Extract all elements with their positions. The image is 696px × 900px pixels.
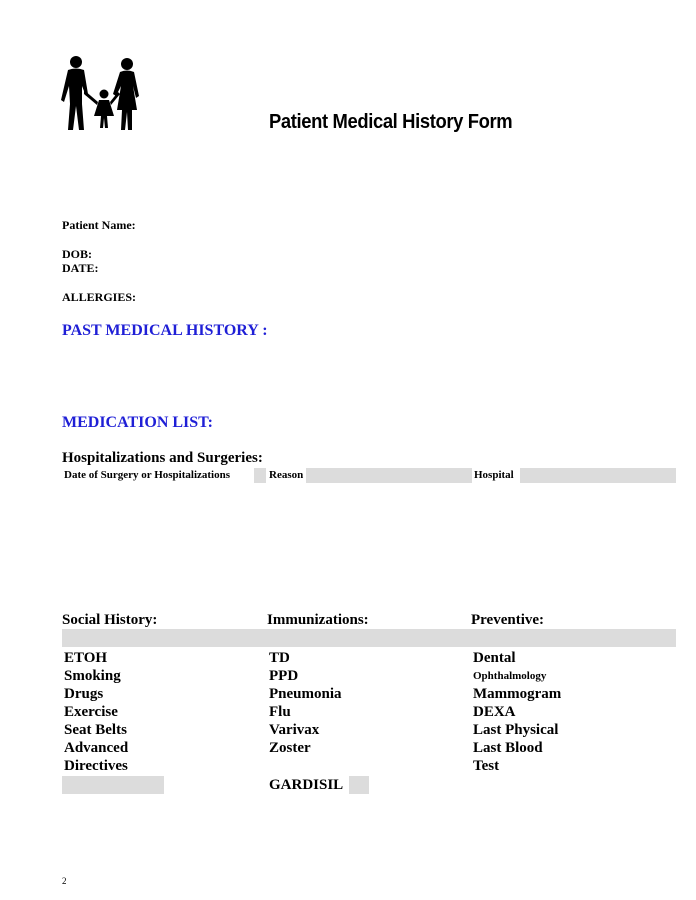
hospital-field-shade [520,468,676,483]
list-item: Zoster [269,740,311,756]
list-item: Smoking [64,668,121,684]
list-item: GARDISIL [269,777,344,793]
social-history-shaded-field [62,776,164,794]
medication-list-heading: MEDICATION LIST: [62,414,213,431]
family-silhouette-icon [60,54,142,134]
list-item: Last Physical [473,722,559,738]
list-item: Varivax [269,722,320,738]
history-shaded-bar [62,629,676,647]
social-history-list [64,649,128,775]
column-header-reason: Reason [266,468,306,483]
patient-name-label: Patient Name: [62,218,136,232]
reason-field-shade [306,468,472,483]
list-item: Ophthalmology [473,670,547,682]
list-item: Mammogram [473,686,562,702]
preventive-list [473,649,561,775]
list-item: Exercise [64,704,118,720]
hospitalizations-table-header [62,468,676,483]
list-item: PPD [269,668,299,684]
column-header-hospital: Hospital [472,468,520,483]
allergies-label: ALLERGIES: [62,290,137,304]
list-item: Pneumonia [269,686,342,702]
list-item: Dental [473,650,516,666]
list-item: Directives [64,758,128,774]
dob-label: DOB: [62,247,92,261]
date-label: DATE: [62,261,99,275]
list-item: Advanced [64,740,129,756]
immunizations-list [269,649,342,757]
list-item: ETOH [64,650,108,666]
list-item: TD [269,650,290,666]
list-item: Drugs [64,686,104,702]
gardisil-shaded-field [349,776,369,794]
list-item: Test [473,758,500,774]
page-title: Patient Medical History Form [269,111,513,133]
page-number: 2 [62,876,67,886]
list-item: Last Blood [473,740,543,756]
list-item: Seat Belts [64,722,127,738]
column-header-date: Date of Surgery or Hospitalizations [62,468,254,483]
social-history-heading: Social History: [62,612,158,628]
list-item: DEXA [473,704,516,720]
list-item: Flu [269,704,291,720]
hospitalizations-heading: Hospitalizations and Surgeries: [62,450,263,466]
past-medical-history-heading: PAST MEDICAL HISTORY : [62,322,268,339]
shaded-gap [254,468,266,483]
immunizations-heading: Immunizations: [267,612,369,628]
preventive-heading: Preventive: [471,612,545,628]
